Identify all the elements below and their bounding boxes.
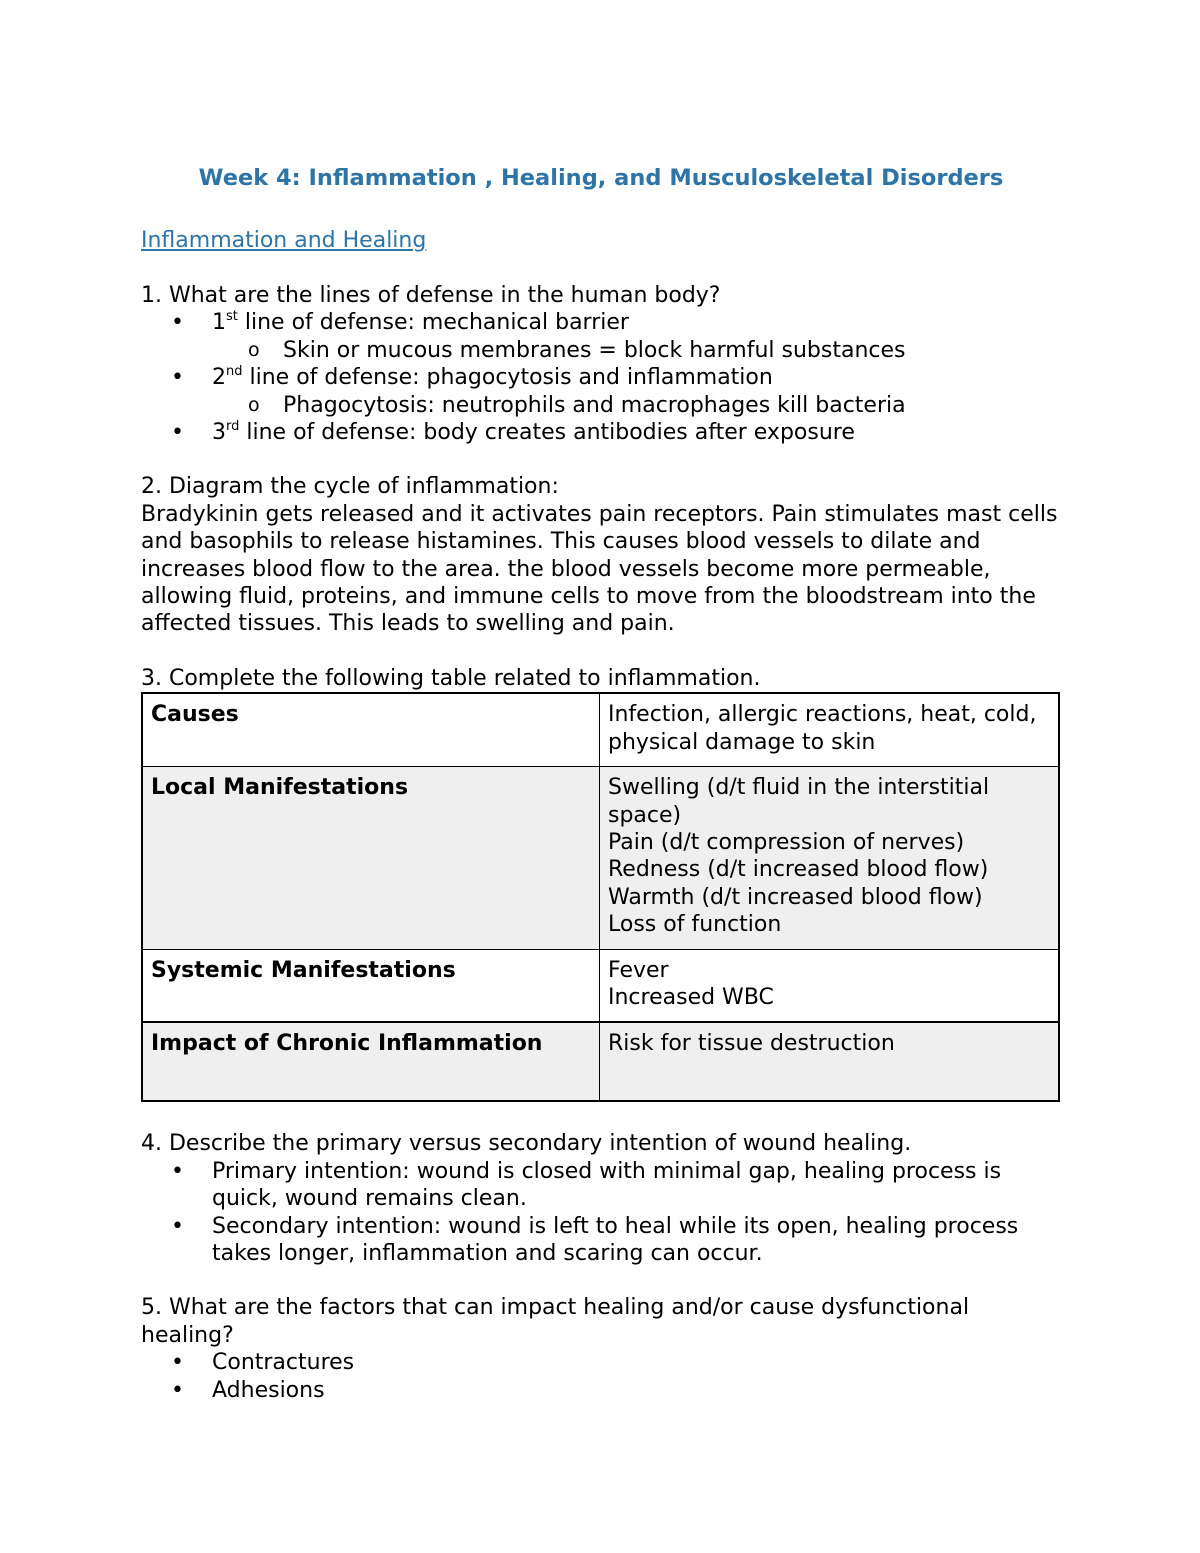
table-row [142, 1022, 1059, 1101]
table-row [142, 693, 1059, 766]
list-item: • 2nd line of defense: phagocytosis and inflammation o Phagocytosis: neutrophils and macrophages kill bacteria [141, 364, 1061, 419]
question-3: 3. Complete the following table related to inflammation. [141, 665, 761, 691]
question-2: 2. Diagram the cycle of inflammation: [141, 474, 559, 500]
sub-list-item: o Phagocytosis: neutrophils and macrophages kill bacteria [212, 392, 1061, 419]
table-cell-value: Infection, allergic reactions, heat, cold, physical damage to skin [600, 693, 1060, 766]
question-5: 5. What are the factors that can impact healing and/or cause dysfunctional healing? [141, 1295, 970, 1348]
answer-2: Bradykinin gets released and it activates pain receptors. Pain stimulates mast cells and basophils to release histamines. This causes blood vessels to dilate and increases blood flow to the area. the blood vessels become more permeable, allowing fluid, proteins, and immune cells to move from the bloodstream into the affected tissues. This leads to swelling and pain. [141, 501, 1058, 637]
defense-lines-list [141, 309, 1061, 446]
sub-list-item: o Skin or mucous membranes = block harmful substances [212, 337, 1061, 364]
question-1: 1. What are the lines of defense in the human body? [141, 283, 721, 308]
list-item: • Primary intention: wound is closed with minimal gap, healing process is quick, wound remains clean. [141, 1158, 1061, 1213]
list-item: • 1st line of defense: mechanical barrier o Skin or mucous membranes = block harmful substances [141, 309, 1061, 364]
list-item: • Secondary intention: wound is left to heal while its open, healing process takes longer, inflammation and scaring can occur. [141, 1213, 1061, 1268]
section-heading: Inflammation and Healing [141, 228, 427, 253]
table-cell-key: Causes [142, 693, 600, 766]
table-row [142, 767, 1059, 949]
table-cell-key: Impact of Chronic Inflammation [142, 1022, 600, 1101]
list-item: • 3rd line of defense: body creates antibodies after exposure [141, 419, 1061, 446]
table-cell-key: Local Manifestations [142, 767, 600, 949]
list-item: • Adhesions [141, 1377, 1061, 1404]
sub-list [212, 392, 1061, 419]
healing-factors-list [141, 1349, 1061, 1404]
wound-healing-list [141, 1158, 1061, 1268]
document-body [141, 160, 1061, 1404]
table-cell-value: Swelling (d/t fluid in the interstitial space) Pain (d/t compression of nerves) Redness (d/t increased blood flow) Warmth (d/t increased blood flow) Loss of function [600, 767, 1060, 949]
sub-list [212, 337, 1061, 364]
document-title: Week 4: Inflammation , Healing, and Musculoskeletal Disorders [198, 165, 1004, 191]
table-row [142, 949, 1059, 1022]
question-4: 4. Describe the primary versus secondary intention of wound healing. [141, 1131, 912, 1157]
table-cell-value: Fever Increased WBC [600, 949, 1060, 1022]
inflammation-table [141, 692, 1060, 1102]
list-item: • Contractures [141, 1349, 1061, 1376]
table-cell-value: Risk for tissue destruction [600, 1022, 1060, 1101]
table-cell-key: Systemic Manifestations [142, 949, 600, 1022]
